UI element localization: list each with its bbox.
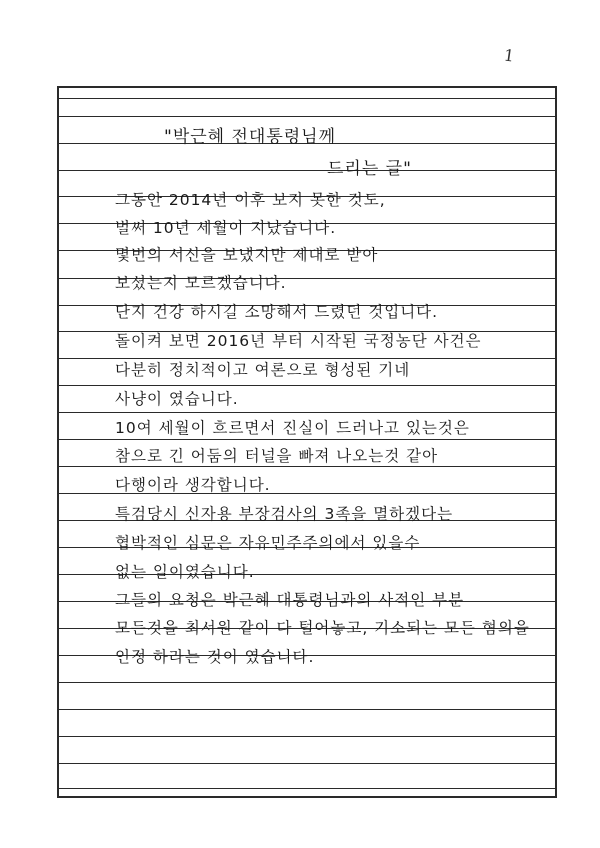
ruled-line: [59, 439, 555, 440]
lined-letter-sheet: [57, 86, 557, 798]
letter-line: 돌이켜 보면 2016년 부터 시작된 국정농단 사건은: [115, 332, 482, 350]
letter-line: 단지 건강 하시길 소망해서 드렸던 것입니다.: [115, 303, 439, 321]
ruled-line: [59, 709, 555, 710]
ruled-line: [59, 682, 555, 683]
letter-line: 10여 세월이 흐르면서 진실이 드러나고 있는것은: [115, 419, 470, 437]
ruled-line: [59, 788, 555, 789]
ruled-line: [59, 98, 555, 99]
letter-line: 몇번의 서신을 보냈지만 제대로 받아: [115, 246, 379, 264]
letter-title-line-1: "박근혜 전대통령님께: [164, 127, 337, 147]
letter-line: 참으로 긴 어둠의 터널을 빠져 나오는것 같아: [115, 447, 439, 465]
letter-line: 다분히 정치적이고 여론으로 형성된 기네: [115, 361, 411, 379]
letter-line: 협박적인 심문은 자유민주주의에서 있을수: [115, 534, 421, 552]
ruled-line: [59, 736, 555, 737]
letter-line: 특검당시 신자용 부장검사의 3족을 멸하겠다는: [115, 505, 454, 523]
letter-line: 벌써 10년 세월이 지났습니다.: [115, 219, 337, 237]
letter-line: 모든것을 최서원 같이 다 털어놓고, 기소되는 모든 혐의을: [115, 619, 530, 637]
letter-line: 그들의 요청은 박근혜 대통령님과의 사적인 부분: [115, 591, 465, 609]
letter-line: 다행이라 생각합니다.: [115, 476, 271, 494]
letter-line: 그동안 2014년 이후 보지 못한 것도,: [115, 191, 386, 209]
ruled-line: [59, 116, 555, 117]
letter-line: 없는 일이였습니다.: [115, 563, 255, 581]
letter-line: 사냥이 였습니다.: [115, 390, 239, 408]
ruled-line: [59, 763, 555, 764]
page-number: 1: [502, 45, 516, 66]
letter-line: 인정 하라는 것이 였습니다.: [115, 648, 315, 666]
letter-line: 보셨는지 모르겠습니다.: [115, 274, 287, 292]
ruled-line: [59, 412, 555, 413]
letter-title-line-2: 드리는 글": [327, 159, 412, 179]
ruled-line: [59, 385, 555, 386]
ruled-line: [59, 466, 555, 467]
